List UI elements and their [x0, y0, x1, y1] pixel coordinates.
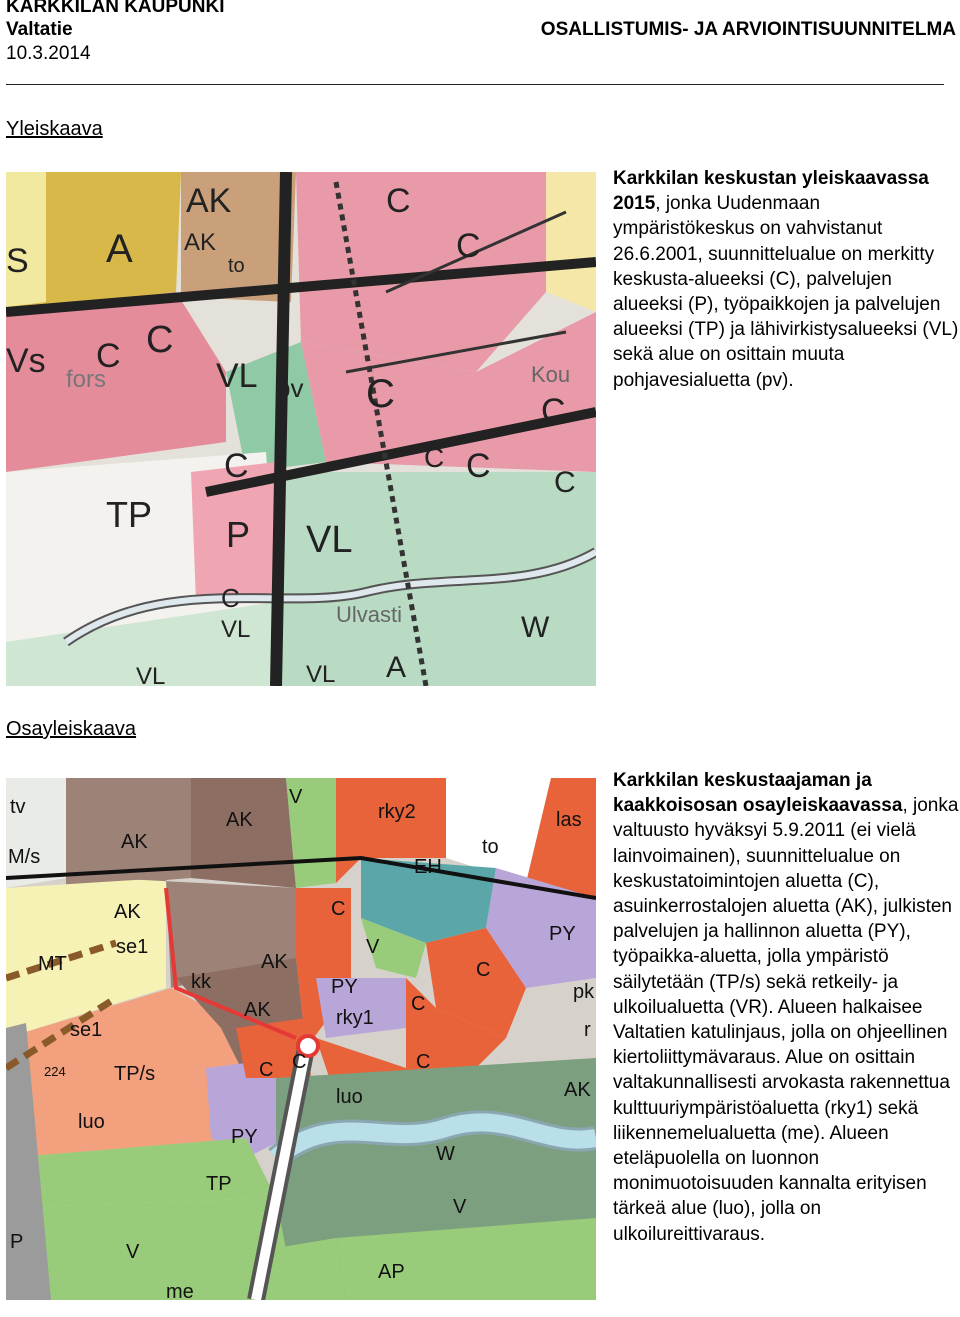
map1-label-pv: pv	[276, 373, 304, 403]
map2-label-to: to	[482, 836, 499, 858]
map2-label-rky2: rky2	[378, 801, 416, 823]
map1-label-vl-1: VL	[216, 357, 258, 395]
map1-label-tp: TP	[106, 494, 153, 535]
map1-label-to: to	[228, 255, 245, 277]
map2-label-v-2: V	[366, 936, 380, 958]
map2-label-ms: M/s	[8, 846, 41, 868]
yleiskaava-description	[613, 166, 960, 393]
map2-label-tv: tv	[10, 796, 26, 818]
map2-label-r: r	[584, 1019, 591, 1041]
map2-label-py-3: PY	[231, 1126, 258, 1148]
map2-label-c-4: C	[259, 1059, 274, 1081]
map1-label-ulvasti: Ulvasti	[336, 602, 403, 627]
osayleiskaava-map-graphic	[6, 778, 596, 1300]
map2-label-mt: MT	[38, 953, 67, 975]
map1-label-vl-2: VL	[306, 519, 353, 561]
map2-label-kk: kk	[191, 971, 211, 993]
osayleiskaava-map	[6, 778, 596, 1300]
yleiskaava-map-graphic	[6, 172, 596, 686]
map1-label-c-10: C	[424, 442, 445, 473]
map2-label-las: las	[556, 809, 582, 831]
map1-label-c-3: C	[146, 319, 174, 361]
map1-label-c-2: C	[456, 227, 481, 265]
map2-label-c-3: C	[411, 993, 426, 1015]
map2-label-ak-2: AK	[226, 809, 253, 831]
map2-label-rky1: rky1	[336, 1007, 374, 1029]
map1-label-c-6: C	[541, 392, 566, 430]
map2-label-se1-2: se1	[70, 1019, 103, 1041]
map1-label-c-9: C	[554, 466, 576, 499]
map1-label-vl-4: VL	[306, 661, 336, 686]
map1-label-c-7: C	[466, 447, 491, 485]
yleiskaava-description-rest: , jonka Uudenmaan ympäristökeskus on vahvistanut 26.6.2001, suunnittelualue on merkitty keskusta-alueeksi (C), palvelujen alueeksi (P), työpaikkojen ja palvelujen alueeksi (TP) ja lähivirkistysalueeksi (VL) sekä alue on osittain muuta pohjavesialuetta (pv).	[613, 193, 959, 391]
map2-label-c-2: C	[476, 959, 491, 981]
map2-label-eh: EH	[414, 856, 442, 878]
map2-label-c-6: C	[292, 1051, 307, 1073]
map1-label-c-11: C	[221, 583, 240, 613]
yleiskaava-map	[6, 172, 596, 686]
yleiskaava-description-bold: Karkkilan keskustan yleiskaavassa 2015	[613, 168, 929, 215]
map2-label-ak-3: AK	[114, 901, 141, 923]
road-name: Valtatie	[6, 19, 73, 40]
map2-label-w: W	[436, 1143, 455, 1165]
map1-label-ak-2: AK	[184, 229, 217, 256]
osayleiskaava-description-bold: Karkkilan keskustaajaman ja kaakkoisosan osayleiskaavassa	[613, 770, 903, 817]
map1-label-s: S	[6, 242, 29, 280]
map2-label-pk: pk	[573, 981, 595, 1003]
document-date: 10.3.2014	[6, 43, 91, 64]
map2-label-ak-6: AK	[564, 1079, 591, 1101]
map1-label-c-5: C	[366, 372, 395, 416]
map2-label-tps: TP/s	[114, 1063, 156, 1085]
map1-label-ak: AK	[186, 182, 232, 220]
map1-label-p: P	[226, 514, 251, 555]
map1-label-vs: Vs	[6, 342, 46, 380]
map2-label-se1: se1	[116, 936, 149, 958]
header-rule	[6, 84, 944, 85]
map1-label-vl-5: VL	[136, 663, 166, 686]
map1-label-w: W	[521, 611, 550, 644]
map1-label-c-8: C	[224, 447, 249, 485]
map2-label-224: 224	[44, 1064, 66, 1079]
section-heading-yleiskaava: Yleiskaava	[6, 118, 103, 140]
map2-label-py-2: PY	[331, 976, 358, 998]
map2-label-v-1: V	[289, 786, 303, 808]
map1-label-fors: fors	[66, 366, 107, 393]
map2-label-luo-2: luo	[336, 1086, 363, 1108]
map1-label-a: A	[106, 227, 133, 271]
org-name: KARKKILAN KAUPUNKI	[6, 0, 225, 17]
map2-label-v-3: V	[453, 1196, 467, 1218]
document-title: OSALLISTUMIS- JA ARVIOINTISUUNNITELMA	[540, 19, 956, 40]
map2-label-c-1: C	[331, 898, 346, 920]
map2-label-p: P	[10, 1231, 24, 1253]
map2-label-v-4: V	[126, 1241, 140, 1263]
map1-label-kou: Kou	[531, 362, 571, 387]
map1-label-c-1: C	[386, 182, 411, 220]
map2-label-c-5: C	[416, 1051, 431, 1073]
section-heading-osayleiskaava: Osayleiskaava	[6, 718, 137, 740]
map2-label-ap: AP	[378, 1261, 405, 1283]
osayleiskaava-description	[613, 768, 960, 1247]
map2-label-ak-5: AK	[244, 999, 271, 1021]
map2-label-me: me	[166, 1281, 194, 1300]
map2-label-luo-1: luo	[78, 1111, 105, 1133]
map1-label-vl-3: VL	[221, 616, 251, 643]
map2-label-tp: TP	[206, 1173, 232, 1195]
map2-label-ak-1: AK	[121, 831, 148, 853]
map1-label-a-2: A	[386, 651, 407, 684]
map2-label-ak-4: AK	[261, 951, 288, 973]
osayleiskaava-description-rest: , jonka valtuusto hyväksyi 5.9.2011 (ei vielä lainvoimainen), suunnittelualue on keskustatoimintojen aluetta (C), asuinkerrostalojen aluetta (AK), julkisten palvelujen ja hallinnon aluetta (PY), työpaikka-aluetta, jolla ympäristö säilytetään (TP/s) sekä retkeily- ja ulkoilualuetta (VR). Alueen halkaisee Valtatien katulinjaus, jolla on ohjeellinen kiertoliittymävaraus. Alue on osittain valtakunnallisesti arvokasta rakennettua kulttuuriympäristöaluetta (rky1) sekä liikennemelualuetta (me). Alueen eteläpuolella on luonnon monimuotoisuuden kannalta erityisen tärkeä alue (luo), jolla on ulkoilureittivaraus.	[613, 795, 959, 1245]
map2-label-py-1: PY	[549, 923, 576, 945]
map1-label-c-4: C	[96, 337, 121, 375]
